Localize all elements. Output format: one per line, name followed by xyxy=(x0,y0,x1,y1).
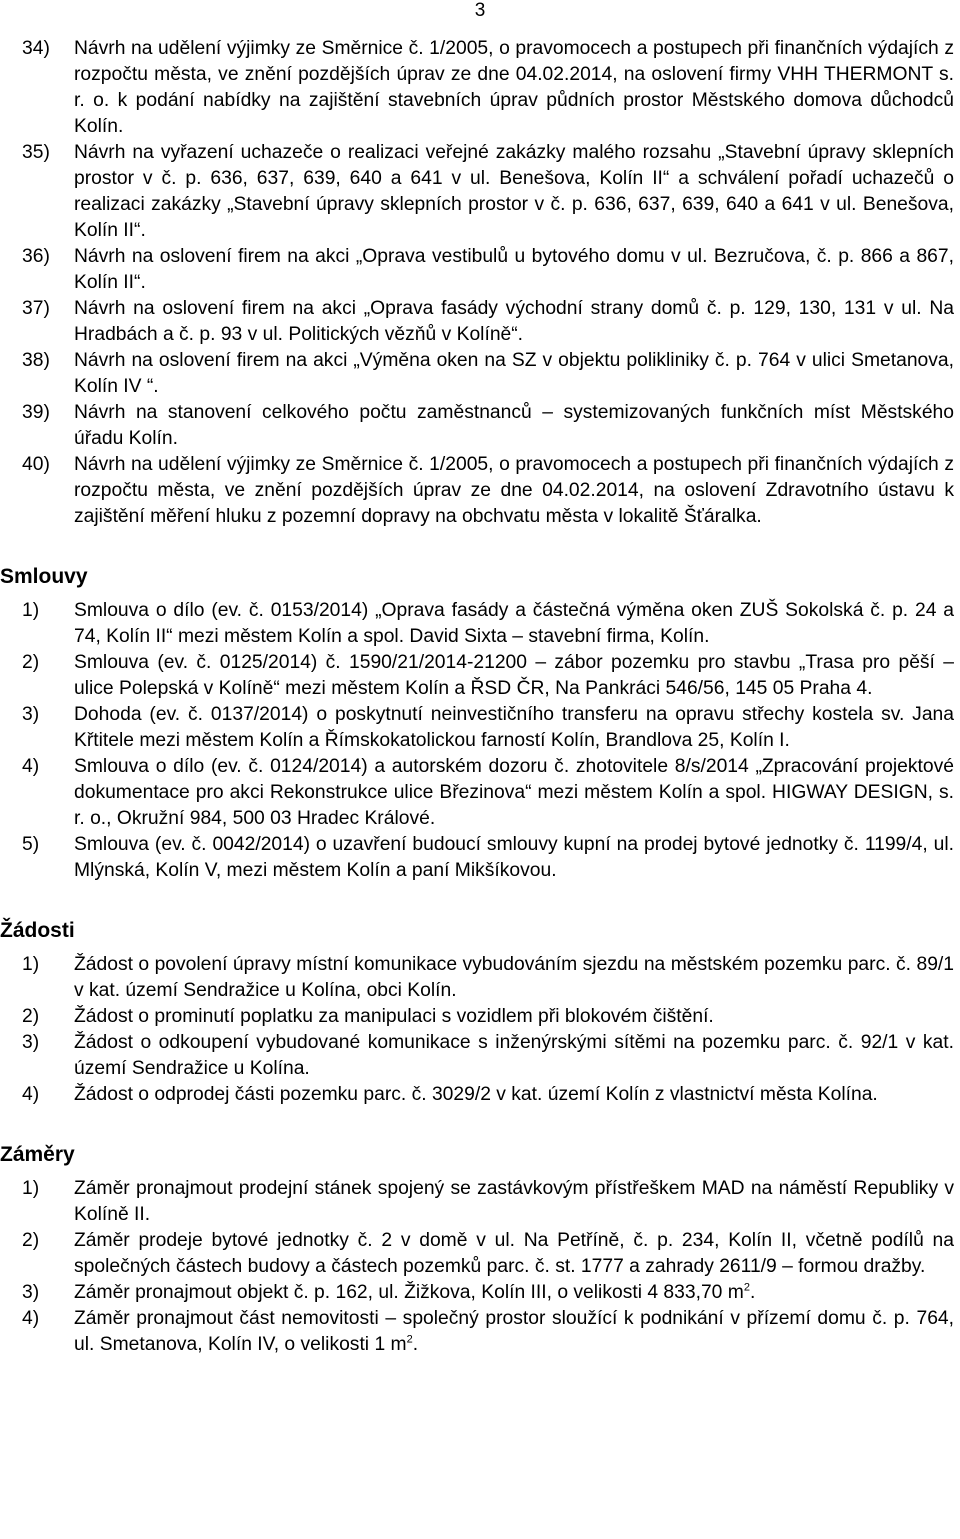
item-number: 3) xyxy=(22,1282,40,1303)
item-number: 39) xyxy=(22,402,50,423)
item-number: 4) xyxy=(22,756,40,777)
item-text: Návrh na udělení výjimky ze Směrnice č. 1/2005, o pravomocech a postupech při finančních výdajích z rozpočtu města, ve znění pozdějších úprav ze dne 04.02.2014, na oslovení firmy VHH THERMONT s. r. o. k podání nabídky na zajištění stavebních úprav půdních prostor Městského domova důchodců Kolín. xyxy=(74,38,954,137)
item-text: Návrh na udělení výjimky ze Směrnice č. 1/2005, o pravomocech a postupech při finančních výdajích z rozpočtu města, ve znění pozdějších úprav ze dne 04.02.2014, na oslovení Zdravotního ústavu k zajištění měření hluku z pozemní dopravy na obchvatu města v lokalitě Šťáralka. xyxy=(74,454,954,527)
item-number: 2) xyxy=(22,1006,40,1027)
item-text-main: Záměr pronajmout objekt č. p. 162, ul. Žižkova, Kolín III, o velikosti 4 833,70 m xyxy=(74,1282,744,1303)
list-item xyxy=(22,1082,954,1108)
item-text-end: . xyxy=(412,1334,419,1355)
item-text: Návrh na vyřazení uchazeče o realizaci veřejné zakázky malého rozsahu „Stavební úpravy sklepních prostor v č. p. 636, 637, 639, 640 a 641 v ul. Benešova, Kolín II“ a schválení pořadí uchazečů o realizaci zakázky „Stavební úpravy sklepních prostor v č. p. 636, 637, 639, 640 a 641 v ul. Benešova, Kolín II“. xyxy=(74,142,954,241)
item-number: 1) xyxy=(22,1178,40,1199)
item-text: Návrh na stanovení celkového počtu zaměstnanců – systemizovaných funkčních míst Městského úřadu Kolín. xyxy=(74,402,954,449)
item-number: 35) xyxy=(22,142,50,163)
item-text: Záměr prodeje bytové jednotky č. 2 v domě v ul. Na Petříně, č. p. 234, Kolín II, včetně podílů na společných částech budovy a částech pozemků parc. č. st. 1777 a zahrady 2611/9 – formou dražby. xyxy=(74,1230,954,1277)
superscript: 2 xyxy=(406,1333,413,1346)
list-item xyxy=(22,244,954,296)
item-text-main: Záměr pronajmout část nemovitosti – společný prostor sloužící k podnikání v přízemí domu č. p. 764, ul. Smetanova, Kolín IV, o velikosti 1 m xyxy=(74,1308,954,1355)
list-item xyxy=(22,1030,954,1082)
item-number: 2) xyxy=(22,652,40,673)
list-item xyxy=(22,1228,954,1280)
item-number: 1) xyxy=(22,954,40,975)
item-number: 34) xyxy=(22,38,50,59)
section-heading-smlouvy: Smlouvy xyxy=(0,565,88,588)
item-text xyxy=(74,1280,954,1306)
item-text xyxy=(74,1306,954,1358)
list-item xyxy=(22,650,954,702)
item-number: 3) xyxy=(22,704,40,725)
document-body xyxy=(0,36,954,1358)
item-number: 5) xyxy=(22,834,40,855)
item-number: 3) xyxy=(22,1032,40,1053)
item-number: 4) xyxy=(22,1084,40,1105)
item-text: Záměr pronajmout prodejní stánek spojený se zastávkovým přístřeškem MAD na náměstí Republiky v Kolíně II. xyxy=(74,1178,954,1225)
list-item xyxy=(22,1004,954,1030)
list-item xyxy=(22,702,954,754)
item-text: Smlouva (ev. č. 0042/2014) o uzavření budoucí smlouvy kupní na prodej bytové jednotky č. 1199/4, ul. Mlýnská, Kolín V, mezi městem Kolín a paní Mikšíkovou. xyxy=(74,834,954,881)
list-item xyxy=(22,1176,954,1228)
item-number: 4) xyxy=(22,1308,40,1329)
item-text: Návrh na oslovení firem na akci „Oprava vestibulů u bytového domu v ul. Bezručova, č. p. 866 a 867, Kolín II“. xyxy=(74,246,954,293)
section-heading-zadosti: Žádosti xyxy=(0,919,75,942)
list-item xyxy=(22,1306,954,1358)
item-number: 36) xyxy=(22,246,50,267)
item-number: 38) xyxy=(22,350,50,371)
list-item xyxy=(22,452,954,530)
item-text: Smlouva o dílo (ev. č. 0153/2014) „Oprava fasády a částečná výměna oken ZUŠ Sokolská č. p. 24 a 74, Kolín II“ mezi městem Kolín a spol. David Sixta – stavební firma, Kolín. xyxy=(74,600,954,647)
list-item xyxy=(22,952,954,1004)
list-item xyxy=(22,754,954,832)
list-item xyxy=(22,36,954,140)
list-item xyxy=(22,832,954,884)
item-number: 37) xyxy=(22,298,50,319)
list-item xyxy=(22,1280,954,1306)
list-item xyxy=(22,348,954,400)
list-item xyxy=(22,400,954,452)
item-number: 1) xyxy=(22,600,40,621)
item-text: Žádost o povolení úpravy místní komunikace vybudováním sjezdu na městském pozemku parc. č. 89/1 v kat. území Sendražice u Kolína, obci Kolín. xyxy=(74,954,954,1001)
item-text: Žádost o prominutí poplatku za manipulaci s vozidlem při blokovém čištění. xyxy=(74,1006,714,1027)
item-text-end: . xyxy=(749,1282,756,1303)
item-text: Smlouva (ev. č. 0125/2014) č. 1590/21/2014-21200 – zábor pozemku pro stavbu „Trasa pro pěší – ulice Polepská v Kolíně“ mezi městem Kolín a ŘSD ČR, Na Pankráci 546/56, 145 05 Praha 4. xyxy=(74,652,954,699)
item-text: Žádost o odkoupení vybudované komunikace s inženýrskými sítěmi na pozemku parc. č. 92/1 v kat. území Sendražice u Kolína. xyxy=(74,1032,954,1079)
item-number: 2) xyxy=(22,1230,40,1251)
superscript: 2 xyxy=(743,1281,750,1294)
item-text: Návrh na oslovení firem na akci „Oprava fasády východní strany domů č. p. 129, 130, 131 v ul. Na Hradbách a č. p. 93 v ul. Politických vězňů v Kolíně“. xyxy=(74,298,954,345)
section-heading-zamery: Záměry xyxy=(0,1143,75,1166)
list-item xyxy=(22,140,954,244)
item-text: Dohoda (ev. č. 0137/2014) o poskytnutí neinvestičního transferu na opravu střechy kostela sv. Jana Křtitele mezi městem Kolín a Římskokatolickou farností Kolín, Brandlova 25, Kolín I. xyxy=(74,704,954,751)
item-text: Návrh na oslovení firem na akci „Výměna oken na SZ v objektu polikliniky č. p. 764 v ulici Smetanova, Kolín IV “. xyxy=(74,350,954,397)
list-item xyxy=(22,296,954,348)
list-item xyxy=(22,598,954,650)
page-number: 3 xyxy=(474,0,486,21)
item-text: Smlouva o dílo (ev. č. 0124/2014) a autorském dozoru č. zhotovitele 8/s/2014 „Zpracování projektové dokumentace pro akci Rekonstrukce ulice Březinova“ mezi městem Kolín a spol. HIGWAY DESIGN, s. r. o., Okružní 984, 500 03 Hradec Králové. xyxy=(74,756,954,829)
item-text: Žádost o odprodej části pozemku parc. č. 3029/2 v kat. území Kolín z vlastnictví města Kolína. xyxy=(74,1084,878,1105)
item-number: 40) xyxy=(22,454,50,475)
